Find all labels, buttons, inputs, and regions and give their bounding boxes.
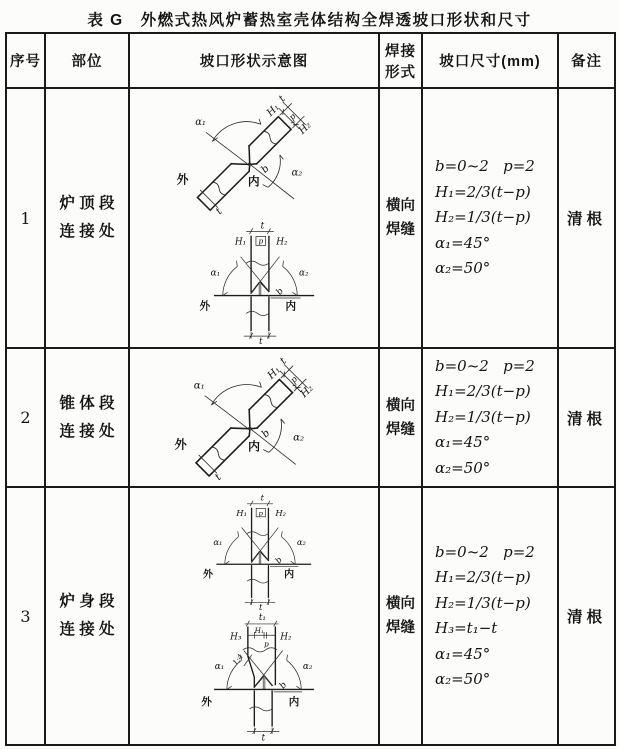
row1-part: 炉 顶 段 连 接 处: [45, 88, 129, 348]
groove-diagram-cone-diagonal-joint: [158, 353, 363, 483]
label-H3: H₃: [230, 632, 242, 643]
label-alpha1: α₁: [210, 268, 221, 279]
label-H2: H₂: [298, 382, 316, 400]
label-outer: 外: [202, 569, 213, 581]
label-t: t: [212, 471, 224, 483]
label-inner: 内: [288, 695, 300, 708]
groove-diagram-shell-equal-thickness-joint: [174, 490, 346, 611]
label-t: t: [260, 492, 264, 503]
label-alpha2: α₂: [291, 167, 303, 179]
label-H1: H₁: [234, 237, 247, 248]
groove-table: [5, 32, 616, 746]
label-b: b: [272, 554, 284, 566]
label-inner: 内: [247, 439, 260, 453]
header-part: 部位: [45, 33, 129, 88]
label-inner: 内: [247, 175, 260, 189]
label-outer: 外: [201, 695, 212, 708]
header-weld-type-line1: 焊接: [385, 43, 416, 60]
groove-diagram-shell-unequal-thickness-joint: [171, 611, 349, 742]
row3-remark: 清根: [558, 487, 615, 745]
label-p: p: [264, 639, 269, 649]
label-b: b: [259, 427, 272, 440]
table-row-1: [6, 88, 615, 348]
label-t: t: [259, 337, 263, 345]
label-inner: 内: [285, 300, 297, 313]
table-row-3: [6, 487, 615, 745]
label-outer: 外: [174, 437, 187, 452]
label-b: b: [259, 163, 272, 176]
header-weld-type: [379, 33, 422, 88]
label-p: p: [287, 373, 299, 385]
label-alpha1: α₁: [213, 537, 223, 548]
row2-remark: 清根: [558, 348, 615, 487]
row1-weld-type: 横向 焊缝: [379, 88, 422, 348]
label-alpha2: α₂: [292, 431, 304, 443]
label-p: p: [286, 111, 298, 122]
row1-dimensions: b=0~2 p=2 H₁=2/3(t−p) H₂=1/3(t−p) α₁=45° α₂=50°: [422, 88, 558, 348]
row2-weld-type: 横向 焊缝: [379, 348, 422, 487]
table-row-2: [6, 348, 615, 487]
row2-dimensions: b=0~2 p=2 H₁=2/3(t−p) H₂=1/3(t−p) α₁=45° α₂=50°: [422, 348, 558, 487]
label-alpha2: α₂: [296, 537, 306, 548]
label-t: t: [261, 733, 266, 742]
header-seq: 序号: [6, 33, 45, 88]
label-H1: H₁: [236, 508, 247, 519]
label-H2: H₂: [275, 508, 287, 519]
row2-part: 锥 体 段 连 接 处: [45, 348, 129, 487]
label-b: b: [274, 286, 287, 298]
label-alpha1: α₁: [214, 662, 225, 673]
label-taper-1-4: 1:4: [230, 652, 245, 667]
label-H1: H₁: [265, 102, 282, 119]
row3-weld-type: 横向 焊缝: [379, 487, 422, 745]
label-H2: H₂: [276, 237, 288, 248]
row1-diagrams: [129, 88, 379, 348]
label-H2: H₂: [296, 119, 314, 137]
header-remark: 备注: [558, 33, 615, 88]
row1-seq: 1: [6, 88, 45, 348]
header-diagram: 坡口形状示意图: [129, 33, 379, 88]
page-title: 表 G 外燃式热风炉蓄热室壳体结构全焊透坡口形状和尺寸: [87, 12, 532, 29]
row1-remark: 清根: [558, 88, 615, 348]
label-H2: H₂: [280, 632, 292, 643]
label-alpha2: α₂: [302, 662, 313, 673]
header-row: [6, 33, 615, 88]
label-H1: H₁: [265, 364, 283, 382]
row3-dimensions: b=0~2 p=2 H₁=2/3(t−p) H₂=1/3(t−p) H₃=t₁−t α₁=45° α₂=50°: [422, 487, 558, 745]
label-t: t: [276, 93, 288, 105]
label-t: t: [277, 355, 289, 367]
label-t1: t₁: [258, 612, 266, 623]
label-alpha1: α₁: [193, 379, 205, 391]
row2-seq: 2: [6, 348, 45, 487]
label-t: t: [213, 206, 225, 217]
label-alpha1: α₁: [195, 117, 206, 129]
label-outer: 外: [176, 173, 189, 187]
header-weld-type-line2: 形式: [385, 64, 416, 81]
label-t: t: [260, 221, 265, 232]
header-dims: 坡口尺寸(mm): [422, 33, 558, 88]
label-outer: 外: [199, 300, 211, 313]
label-p: p: [258, 236, 264, 246]
label-t: t: [259, 602, 263, 611]
row3-seq: 3: [6, 487, 45, 745]
groove-diagram-dome-vertical-joint: [169, 217, 351, 345]
label-inner: 内: [284, 569, 295, 581]
groove-diagram-dome-diagonal-joint: [161, 91, 359, 217]
label-b: b: [277, 680, 290, 692]
label-p: p: [258, 509, 263, 518]
row2-diagrams: [129, 348, 379, 487]
row3-part: 炉 身 段 连 接 处: [45, 487, 129, 745]
label-H1: H₁: [254, 625, 264, 635]
row3-diagrams: [129, 487, 379, 745]
label-alpha2: α₂: [298, 268, 309, 279]
